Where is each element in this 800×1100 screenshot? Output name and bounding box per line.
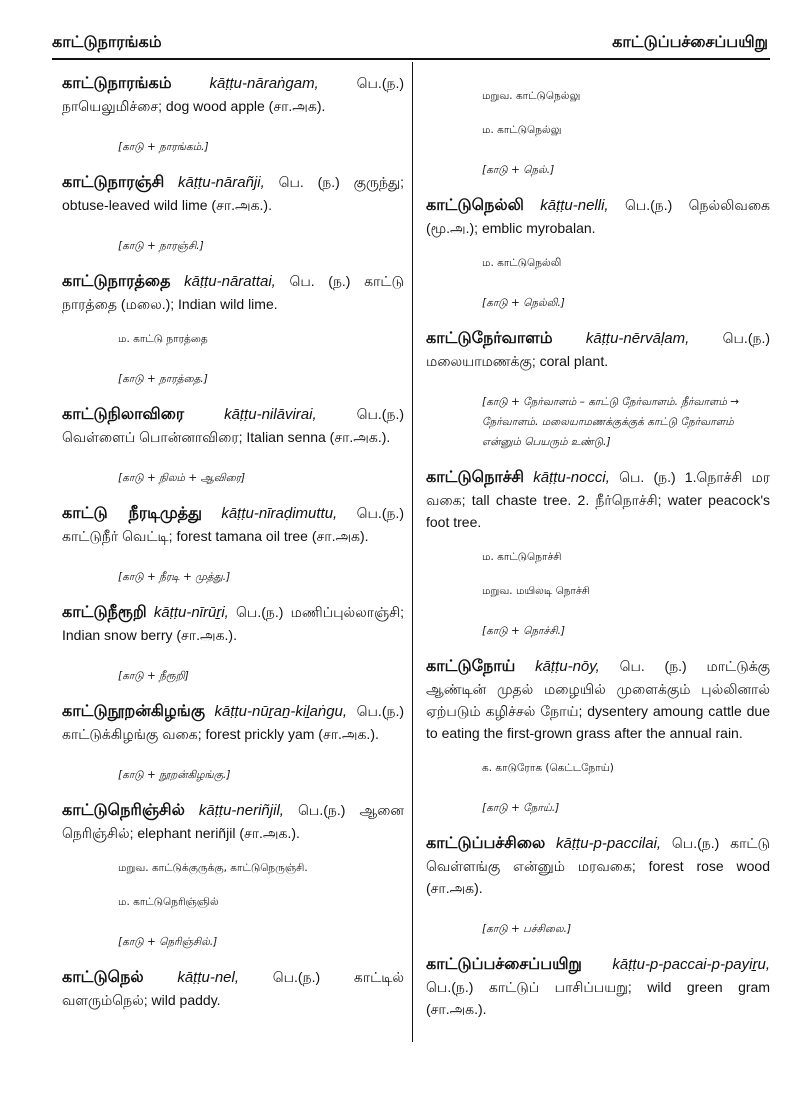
entry-cognate-note: மறுவ. காட்டுநெல்லு xyxy=(482,90,581,102)
entry-transliteration: kāṭṭu-nērvāḷam, xyxy=(585,330,690,347)
entry-headword: காட்டுநாரஞ்சி xyxy=(62,172,165,191)
entry-headword: காட்டுப்பச்சிலை xyxy=(426,833,546,852)
dictionary-entry xyxy=(62,72,404,117)
entry-transliteration: kāṭṭu-nocci, xyxy=(533,469,610,486)
entry-definition: பெ.(ந.) காட்டுக்கிழங்கு வகை; forest prickly yam (சா.அக.). xyxy=(62,703,405,742)
entry-transliteration: kāṭṭu-nōy, xyxy=(535,658,600,675)
entry-headword: காட்டுநெல்லி xyxy=(426,195,524,214)
dictionary-entry xyxy=(426,466,770,533)
dictionary-entry xyxy=(426,194,770,239)
header-rule xyxy=(52,58,770,60)
running-header xyxy=(52,28,768,58)
entry-headword: காட்டுநெரிஞ்சில் xyxy=(62,800,185,819)
dictionary-entry xyxy=(426,327,770,372)
header-right-guide-word: காட்டுப்பச்சைப்பயிறு xyxy=(612,32,768,51)
entry-headword: காட்டுநெல் xyxy=(62,967,144,986)
entry-headword: காட்டுநூறன்கிழங்கு xyxy=(62,701,205,720)
entry-definition: பெ.(ந.) மலையாமணக்கு; coral plant. xyxy=(426,330,771,369)
entry-etymology: [காடு + நொச்சி.] xyxy=(482,625,566,637)
entry-transliteration: kāṭṭu-nāraṅgam, xyxy=(209,75,319,92)
dictionary-entry xyxy=(62,403,404,448)
entry-transliteration: kāṭṭu-nīrūṟi, xyxy=(153,604,229,621)
entry-cognate-note: ம. காட்டுநொச்சி xyxy=(482,551,562,563)
entry-etymology: [காடு + பச்சிலை.] xyxy=(482,923,572,935)
entry-headword: காட்டுநேர்வாளம் xyxy=(426,328,553,347)
entry-etymology: [காடு + நாரங்கம்.] xyxy=(118,141,209,153)
entry-cognate-note: மறுவ. காட்டுக்குருக்கு, காட்டுநெருஞ்சி. xyxy=(118,862,308,874)
dictionary-entry xyxy=(62,601,404,646)
entry-etymology: [காடு + நெல்.] xyxy=(482,164,555,176)
entry-cognate-note: ம. காட்டு நாரத்தை xyxy=(118,333,208,345)
entry-definition: பெ. (ந.) மாட்டுக்கு ஆண்டின் முதல் மழையில் முளைக்கும் புல்லினால் ஏற்படும் கழிச்சல் நோய்; dysentery amoung cattle due to eating the first-grown grass after the annual rain. xyxy=(426,658,771,741)
entry-cognate-note: ம. காட்டுநெரிஞ்ஞில் xyxy=(118,896,219,908)
entry-headword: காட்டுநோய் xyxy=(426,656,516,675)
column-divider xyxy=(412,62,413,1042)
entry-transliteration: kāṭṭu-nelli, xyxy=(540,197,609,214)
entry-headword: காட்டு நீரடிமுத்து xyxy=(62,503,202,522)
entry-cognate-note: க. காடுரோக (கெட்டநோய்) xyxy=(482,762,614,774)
entry-transliteration: kāṭṭu-neriñjil, xyxy=(198,802,284,819)
entry-etymology: [காடு + நிலம் + ஆவிரை] xyxy=(118,472,246,484)
entry-transliteration: kāṭṭu-nel, xyxy=(177,969,240,986)
entry-definition: பெ.(ந.) மணிப்புல்லாஞ்சி; Indian snow berry (சா.அக.). xyxy=(62,604,404,643)
dictionary-entry xyxy=(62,799,404,844)
entry-definition: பெ.(ந.) காட்டுநீர் வெட்டி; forest tamana oil tree (சா.அக). xyxy=(62,505,405,544)
entry-transliteration: kāṭṭu-nārattai, xyxy=(184,273,276,290)
entry-etymology: [காடு + நூறன்கிழங்கு.] xyxy=(118,769,231,781)
entry-etymology: [காடு + நோய்.] xyxy=(482,802,560,814)
entry-etymology: [காடு + நெல்லி.] xyxy=(482,297,565,309)
entry-transliteration: kāṭṭu-p-paccai-p-payiṟu, xyxy=(612,956,770,973)
entry-cognate-note: ம. காட்டுநெல்லு xyxy=(482,124,562,136)
entry-transliteration: kāṭṭu-nilāvirai, xyxy=(224,406,317,423)
dictionary-entry xyxy=(62,270,404,315)
entry-definition: பெ.(ந.) நெல்லிவகை (மூ.அ.); emblic myrobalan. xyxy=(426,197,771,236)
dictionary-entry xyxy=(426,655,770,744)
entry-etymology: [காடு + நேர்வாளம் – காட்டு நேர்வாளம். நீர்வாளம் → நேர்வாளம். மலையாமணக்குக்குக் காட்டு நேர்வாளம் என்னும் பெயரும் உண்டு.] xyxy=(482,396,740,448)
dictionary-entry xyxy=(62,171,404,216)
header-left-guide-word: காட்டுநாரங்கம் xyxy=(52,32,162,51)
dictionary-entry xyxy=(426,953,770,1020)
entry-transliteration: kāṭṭu-nūṟaṉ-kiḻaṅgu, xyxy=(214,703,348,720)
entry-headword: காட்டுநாரத்தை xyxy=(62,271,171,290)
entry-headword: காட்டுநிலாவிரை xyxy=(62,404,185,423)
dictionary-entry xyxy=(62,502,404,547)
entry-headword: காட்டுநொச்சி xyxy=(426,467,525,486)
dictionary-entry xyxy=(62,700,404,745)
entry-definition: பெ.(ந.) ஆனை நெரிஞ்சில்; elephant neriñjil (சா.அக.). xyxy=(62,802,405,841)
entry-definition: பெ. (ந.) காட்டு நாரத்தை (மலை.); Indian wild lime. xyxy=(62,273,405,312)
entry-etymology: [காடு + நீரடி + முத்து.] xyxy=(118,571,231,583)
entry-headword: காட்டுப்பச்சைப்பயிறு xyxy=(426,954,582,973)
entry-definition: பெ. (ந.) குருந்து; obtuse-leaved wild lime (சா.அக.). xyxy=(62,174,404,213)
entry-headword: காட்டுநீரூறி xyxy=(62,602,147,621)
dictionary-entry xyxy=(426,832,770,899)
entry-definition: பெ.(ந.) காட்டு வெள்ளங்கு என்னும் மரவகை; forest rose wood (சா.அக). xyxy=(426,835,771,896)
dictionary-entry xyxy=(62,966,404,1011)
entry-etymology: [காடு + நீரூறி] xyxy=(118,670,189,682)
entry-headword: காட்டுநாரங்கம் xyxy=(62,73,172,92)
entry-definition: பெ.(ந.) காட்டுப் பாசிப்பயறு; wild green gram (சா.அக.). xyxy=(426,979,770,1017)
entry-definition: பெ. (ந.) 1.நொச்சி மர வகை; tall chaste tree. 2. நீர்நொச்சி; water peacock's foot tree. xyxy=(426,469,771,530)
entry-definition: பெ.(ந.) காட்டில் வளரும்நெல்; wild paddy. xyxy=(62,969,404,1008)
entry-transliteration: kāṭṭu-nīraḍimuttu, xyxy=(221,505,338,522)
entry-etymology: [காடு + நெரிஞ்சில்.] xyxy=(118,936,218,948)
entry-definition: பெ.(ந.) வெள்ளைப் பொன்னாவிரை; Italian senna (சா.அக.). xyxy=(62,406,404,445)
entry-etymology: [காடு + நாரஞ்சி.] xyxy=(118,240,204,252)
entry-definition: பெ.(ந.) நாயெலுமிச்சை; dog wood apple (சா.அக). xyxy=(62,75,405,114)
entry-cognate-note: மறுவ. மயிலடி நொச்சி xyxy=(482,585,591,597)
left-column xyxy=(62,72,404,1017)
entry-etymology: [காடு + நாரத்தை.] xyxy=(118,373,208,385)
entry-cognate-note: ம. காட்டுநெல்லி xyxy=(482,257,562,269)
right-column xyxy=(426,72,770,1026)
entry-transliteration: kāṭṭu-p-paccilai, xyxy=(556,835,662,852)
entry-transliteration: kāṭṭu-nārañji, xyxy=(178,174,265,191)
